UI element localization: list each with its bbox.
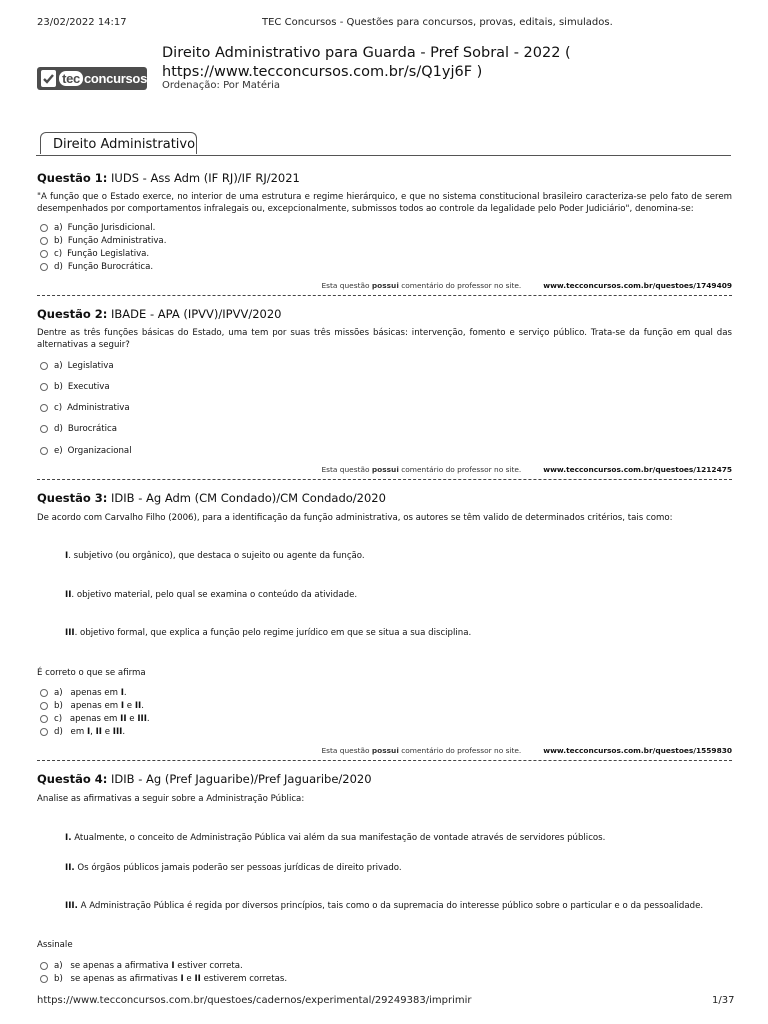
question-1-option-c[interactable]: c) Função Legislativa.	[40, 249, 149, 259]
comment-note: Esta questão possui comentário do professor no site.	[321, 465, 522, 474]
logo-text: tec concursos	[59, 71, 147, 86]
question-1-text: "A função que o Estado exerce, no interior de uma estrutura e regime hierárquico, e que no sistema constitucional brasileiro caracteriza-se pelo fato de serem desempenhados por comportamentos infralegais ou, excepcionalmente, submissos todos ao controle da legalidade pelo Poder Judiciário", denomina-se:	[37, 192, 732, 214]
question-2-text: Dentre as três funções básicas do Estado, uma tem por suas três missões básicas: intervenção, fomento e serviço público. Trata-se da função em qual das alternativas a seguir?	[37, 328, 732, 350]
comment-note: Esta questão possui comentário do professor no site.	[321, 746, 522, 755]
question-3-statement-1: I. subjetivo (ou orgânico), que destaca o sujeito ou agente da função.	[65, 551, 365, 561]
radio-icon[interactable]	[40, 250, 48, 258]
question-divider	[37, 479, 732, 480]
comment-note: Esta questão possui comentário do professor no site.	[321, 281, 522, 290]
question-4-header: Questão 4: IDIB - Ag (Pref Jaguaribe)/Pref Jaguaribe/2020	[37, 772, 372, 786]
radio-icon[interactable]	[40, 728, 48, 736]
question-3-statement-3: III. objetivo formal, que explica a função pelo regime jurídico em que se situa a sua disciplina.	[65, 628, 472, 638]
question-3-option-c[interactable]: c) apenas em II e III.	[40, 714, 150, 724]
print-page-title: TEC Concursos - Questões para concursos, provas, editais, simulados.	[262, 17, 613, 28]
question-2-link[interactable]: www.tecconcursos.com.br/questoes/1212475	[543, 465, 732, 474]
radio-icon[interactable]	[40, 383, 48, 391]
print-url: https://www.tecconcursos.com.br/questoes/cadernos/experimental/29249383/imprimir	[37, 995, 472, 1006]
question-3-option-d[interactable]: d) em I, II e III.	[40, 727, 125, 737]
ordering-label: Ordenação: Por Matéria	[162, 80, 280, 91]
radio-icon[interactable]	[40, 715, 48, 723]
question-1-footer	[37, 281, 732, 290]
question-3-option-a[interactable]: a) apenas em I.	[40, 688, 127, 698]
question-1-option-a[interactable]: a) Função Jurisdicional.	[40, 223, 155, 233]
radio-icon[interactable]	[40, 447, 48, 455]
radio-icon[interactable]	[40, 263, 48, 271]
question-2-option-e[interactable]: e) Organizacional	[40, 446, 132, 456]
subject-divider	[36, 155, 731, 156]
radio-icon[interactable]	[40, 224, 48, 232]
document-title: Direito Administrativo para Guarda - Pref Sobral - 2022 ( https://www.tecconcursos.com.br/s/Q1yj6F )	[162, 45, 571, 80]
question-4-option-b[interactable]: b) se apenas as afirmativas I e II estiverem corretas.	[40, 974, 287, 984]
question-4-statement-1: I. Atualmente, o conceito de Administração Pública vai além da sua manifestação de vontade através de servidores públicos.	[65, 833, 606, 843]
question-3-prompt: É correto o que se afirma	[37, 668, 146, 678]
question-4-text: Analise as afirmativas a seguir sobre a Administração Pública:	[37, 794, 305, 804]
question-1-option-d[interactable]: d) Função Burocrática.	[40, 262, 153, 272]
page-number: 1/37	[712, 995, 735, 1006]
question-2-option-d[interactable]: d) Burocrática	[40, 424, 117, 434]
checkmark-icon	[41, 70, 56, 87]
tecconcursos-logo	[37, 67, 147, 90]
question-3-link[interactable]: www.tecconcursos.com.br/questoes/1559830	[543, 746, 732, 755]
radio-icon[interactable]	[40, 362, 48, 370]
question-divider	[37, 760, 732, 761]
question-3-statement-2: II. objetivo material, pelo qual se examina o conteúdo da atividade.	[65, 590, 358, 600]
question-1-header: Questão 1: IUDS - Ass Adm (IF RJ)/IF RJ/2021	[37, 171, 300, 185]
question-4-statement-3: III. A Administração Pública é regida por diversos princípios, tais como o da supremacia do interesse público sobre o particular e o da pessoalidade.	[65, 901, 704, 911]
radio-icon[interactable]	[40, 404, 48, 412]
question-4-prompt: Assinale	[37, 940, 73, 950]
print-datetime: 23/02/2022 14:17	[37, 17, 127, 28]
question-2-option-a[interactable]: a) Legislativa	[40, 361, 114, 371]
radio-icon[interactable]	[40, 962, 48, 970]
question-4-option-a[interactable]: a) se apenas a afirmativa I estiver correta.	[40, 961, 243, 971]
radio-icon[interactable]	[40, 975, 48, 983]
question-2-footer	[37, 465, 732, 474]
radio-icon[interactable]	[40, 702, 48, 710]
question-3-text: De acordo com Carvalho Filho (2006), para a identificação da função administrativa, os autores se têm valido de determinados critérios, tais como:	[37, 513, 673, 523]
question-2-option-b[interactable]: b) Executiva	[40, 382, 110, 392]
question-2-header: Questão 2: IBADE - APA (IPVV)/IPVV/2020	[37, 307, 282, 321]
radio-icon[interactable]	[40, 425, 48, 433]
question-4-statement-2: II. Os órgãos públicos jamais poderão ser pessoas jurídicas de direito privado.	[65, 863, 402, 873]
question-1-link[interactable]: www.tecconcursos.com.br/questoes/1749409	[543, 281, 732, 290]
radio-icon[interactable]	[40, 689, 48, 697]
question-2-option-c[interactable]: c) Administrativa	[40, 403, 130, 413]
subject-heading: Direito Administrativo	[40, 132, 197, 154]
question-3-option-b[interactable]: b) apenas em I e II.	[40, 701, 144, 711]
question-1-option-b[interactable]: b) Função Administrativa.	[40, 236, 166, 246]
radio-icon[interactable]	[40, 237, 48, 245]
question-3-footer	[37, 746, 732, 755]
question-3-header: Questão 3: IDIB - Ag Adm (CM Condado)/CM Condado/2020	[37, 491, 386, 505]
question-divider	[37, 295, 732, 296]
